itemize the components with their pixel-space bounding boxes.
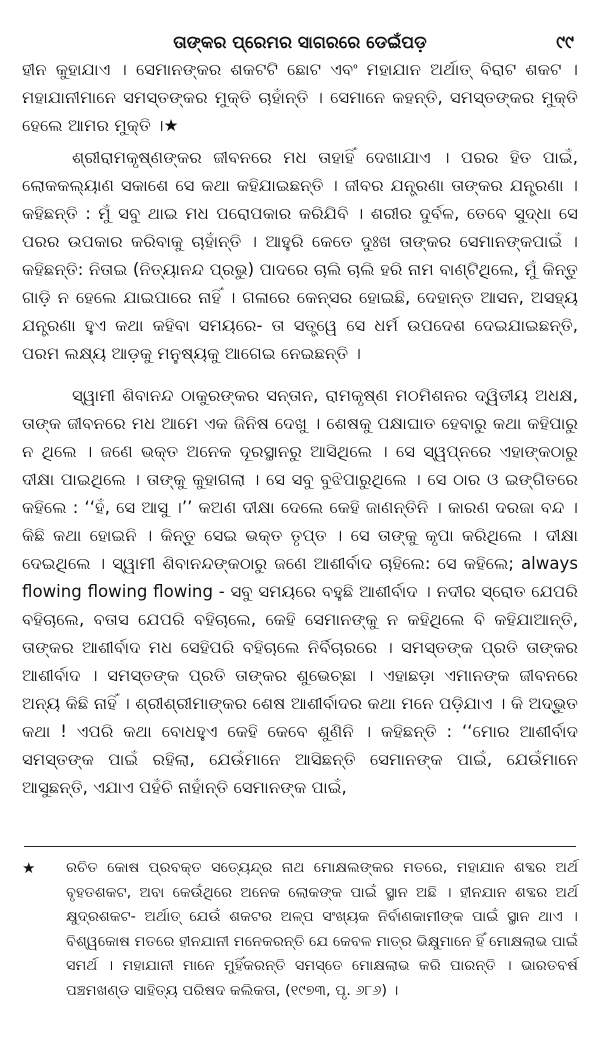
- page-number: ୯୯: [556, 32, 574, 53]
- footnote-marker: ★: [22, 859, 36, 877]
- paragraph-2: ଶ୍ରୀରାମକୃଷ୍ଣଙ୍କର ଜୀବନରେ ମଧ ତାହାହିଁ ଦେଖାଯାଏ । ପରର ହିତ ପାଇଁ, ଲୋକକଲ୍ୟାଣ ସକାଶେ ସେ କଥା କହିଯାଇଛନ୍ତି । ଜୀବର ଯନ୍ତ୍ରଣା ତାଙ୍କର ଯନ୍ତ୍ରଣା । କହିଛନ୍ତି : ମୁଁ ସବୁ ଥାଇ ମଧ ପରୋପକାର କରିଯିବି । ଶରୀର ଦୁର୍ବଳ, ତେବେ ସୁଦ୍ଧା ସେ ପରର ଉପକାର କରିବାକୁ ଚାହାଁନ୍ତି । ଆହୁରି କେତେ ଦୁଃଖ ତାଙ୍କର ସେମାନଙ୍କପାଇଁ । କହିଛନ୍ତି: ନିତାଇ (ନିତ୍ୟାନନ୍ଦ ପ୍ରଭୁ) ପାଦରେ ଚାଲି ଚାଲି ହରି ନାମ ବାଣ୍ଟିଥିଲେ, ମୁଁ କିନ୍ତୁ ଗାଡ଼ି ନ ହେଲେ ଯାଇପାରେ ନାହିଁ । ଗଳାରେ କେନ୍ସର ହୋଇଛି, ଦେହାନ୍ତ ଆସନ, ଅସହ୍ୟ ଯନ୍ତ୍ରଣା ହୁଏ କଥା କହିବା ସମୟରେ- ତା ସତ୍ତ୍ୱେ ସେ ଧର୍ମ ଉପଦେଶ ଦେଇଯାଇଛନ୍ତି, ପରମ ଲକ୍ଷ୍ୟ ଆଡ଼କୁ ମନୁଷ୍ୟକୁ ଆଗେଇ ନେଇଛନ୍ତି ।: [22, 148, 578, 363]
- running-title: ତାଙ୍କର ପ୍ରେମର ସାଗରରେ ଡେଇଁପଡ଼: [173, 33, 427, 53]
- footnote: [22, 856, 578, 1003]
- main-text: [22, 56, 578, 802]
- paragraph-1: ହୀନ କୁହାଯାଏ । ସେମାନଙ୍କର ଶକଟଟି ଛୋଟ ଏବଂ ମହାଯାନ ଅର୍ଥାତ୍ ବିରାଟ ଶକଟ । ମହାଯାନୀମାନେ ସମସ୍ତଙ୍କର ମୁକ୍ତି ଚାହାଁନ୍ତି । ସେମାନେ କହନ୍ତି, ସମସ୍ତଙ୍କର ମୁକ୍ତି ହେଲେ ଆମର ମୁକ୍ତି ।★: [22, 60, 578, 135]
- page-header: [0, 28, 600, 58]
- footnote-divider: [24, 846, 576, 847]
- paragraph-3: ସ୍ୱାମୀ ଶିବାନନ୍ଦ ଠାକୁରଙ୍କର ସନ୍ତାନ, ରାମକୃଷ୍ଣ ମଠମିଶନର ଦ୍ୱିତୀୟ ଅଧକ୍ଷ, ତାଙ୍କ ଜୀବନରେ ମଧ ଆମେ ଏକ ଜିନିଷ ଦେଖୁ । ଶେଷକୁ ପକ୍ଷାଘାତ ହେବାରୁ କଥା କହିପାରୁ ନ ଥିଲେ । ଜଣେ ଭକ୍ତ ଅନେକ ଦୂରସ୍ଥାନରୁ ଆସିଥିଲେ । ସେ ସ୍ୱପ୍ନରେ ଏହାଙ୍କଠାରୁ ଦୀକ୍ଷା ପାଇଥିଲେ । ତାଙ୍କୁ କୁହାଗଲା । ସେ ସବୁ ବୁଝିପାରୁଥିଲେ । ସେ ଠାର ଓ ଇଙ୍ଗିତରେ କହିଲେ : ‘‘ହଁ, ସେ ଆସୁ ।’’ କଅଣ ଦୀକ୍ଷା ଦେଲେ କେହି ଜାଣନ୍ତିନି । କାରଣ ଦରଜା ବନ୍ଦ । କିଛି କଥା ହୋଇନି । କିନ୍ତୁ ସେଇ ଭକ୍ତ ତୃପ୍ତ । ସେ ତାଙ୍କୁ କୃପା କରିଥିଲେ । ଦୀକ୍ଷା ଦେଇଥିଲେ । ସ୍ୱାମୀ ଶିବାନନ୍ଦଙ୍କଠାରୁ ଜଣେ ଆଶୀର୍ବାଦ ଚାହିଲେ: ସେ କହିଲେ; always flowing flowing flowing - ସବୁ ସମୟରେ ବହୁଛି ଆଶୀର୍ବାଦ । ନଦୀର ସ୍ରୋତ ଯେପରି ବହିଚାଲେ, ବତାସ ଯେପରି ବହିଚାଲେ, କେହି ସେମାନଙ୍କୁ ନ କହିଥିଲେ ବି କହିଯାଆନ୍ତି, ତାଙ୍କର ଆଶୀର୍ବାଦ ମଧ ସେହିପରି ବହିଚାଲେ ନିର୍ବିଚାରରେ । ସମସ୍ତଙ୍କ ପ୍ରତି ତାଙ୍କର ଆଶୀର୍ବାଦ । ସମସ୍ତଙ୍କ ପ୍ରତି ତାଙ୍କର ଶୁଭେଚ୍ଛା । ଏହାଛଡ଼ା ଏମାନଙ୍କ ଜୀବନରେ ଅନ୍ୟ କିଛି ନାହିଁ । ଶ୍ରୀଶ୍ରୀମାଙ୍କର ଶେଷ ଆଶୀର୍ବାଦର କଥା ମନେ ପଡ଼ିଯାଏ । କି ଅଦ୍ଭୁତ କଥା ! ଏପରି କଥା ବୋଧହୁଏ କେହି କେବେ ଶୁଣିନି । କହିଛନ୍ତି : ‘‘ମୋର ଆଶୀର୍ବାଦ ସମସ୍ତଙ୍କ ପାଇଁ ରହିଲା, ଯେଉଁମାନେ ଆସିଛନ୍ତି ସେମାନଙ୍କ ପାଇଁ, ଯେଉଁମାନେ ଆସୁଛନ୍ତି, ଏଯାଏ ପହଁଚି ନାହାଁନ୍ତି ସେମାନଙ୍କ ପାଇଁ,: [22, 386, 578, 797]
- footnote-text: ରଚିତ କୋଷ ପ୍ରବକ୍ତ ସତ୍ୟେନ୍ଦ୍ର ନାଥ ମୋକ୍ଷଲଙ୍କର ମତରେ, ମହାଯାନ ଶବ୍ଦର ଅର୍ଥ ବୃହତଶକଟ, ଅବା କେଉଁଥିରେ ଅନେକ ଲୋକଙ୍କ ପାଇଁ ସ୍ଥାନ ଅଛି । ହୀନଯାନ ଶବ୍ଦର ଅର୍ଥ କ୍ଷୁଦ୍ରଶକଟ- ଅର୍ଥାତ୍ ଯେଉଁ ଶକଟର ଅଳ୍ପ ସଂଖ୍ୟକ ନିର୍ବାଣକାମୀଙ୍କ ପାଇଁ ସ୍ଥାନ ଥାଏ । ବିଶ୍ୱକୋଷ ମତରେ ହୀନଯାନୀ ମନେକରନ୍ତି ଯେ କେବଳ ମାତ୍ର ଭିକ୍ଷୁମାନେ ହିଁ ମୋକ୍ଷଲାଭ ପାଇଁ ସମର୍ଥ । ମହାଯାନୀ ମାନେ ମୁହିଁକରନ୍ତି ସମସ୍ତେ ମୋକ୍ଷଲାଭ କରି ପାରନ୍ତି । ଭାରତବର୍ଷ ପଞ୍ଚମଖଣ୍ଡ ସାହିତ୍ୟ ପରିଷଦ କଲିକତା, (୧୯୭୩, ପୃ. ୬୮୬) ।: [66, 859, 578, 999]
